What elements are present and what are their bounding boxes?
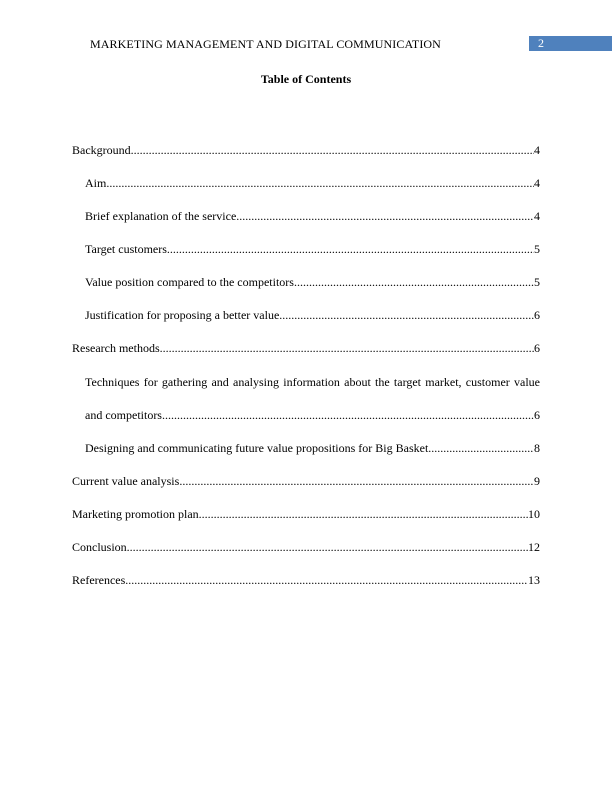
toc-entry-justification[interactable]	[72, 306, 540, 339]
dot-leader	[199, 506, 528, 522]
toc-entry-title: Value position compared to the competitors	[85, 275, 294, 289]
dot-leader	[179, 473, 534, 489]
toc-entry-value-position[interactable]	[72, 273, 540, 306]
dot-leader	[279, 307, 534, 323]
toc-entry-designing[interactable]	[72, 439, 540, 472]
dot-leader	[160, 340, 534, 356]
dot-leader	[236, 208, 534, 224]
dot-leader	[162, 407, 534, 423]
toc-entry-title: Current value analysis	[72, 474, 180, 488]
page-number-box	[529, 36, 612, 51]
toc-entry-page: 5	[534, 242, 540, 256]
toc-entry-page: 4	[534, 143, 540, 157]
toc-entry-aim[interactable]	[72, 174, 540, 207]
dot-leader	[127, 539, 528, 555]
toc-entry-page: 4	[534, 209, 540, 223]
toc-entry-page: 8	[534, 441, 540, 455]
toc-entry-title: Research methods	[72, 341, 160, 355]
toc-entry-title: Target customers	[85, 242, 167, 256]
toc-entry-title: Brief explanation of the service	[85, 209, 237, 223]
toc-title: Table of Contents	[260, 72, 352, 86]
toc-entry-techniques[interactable]	[72, 372, 540, 439]
dot-leader	[125, 572, 528, 588]
toc-entry-conclusion[interactable]	[72, 538, 540, 571]
toc-entry-target-customers[interactable]	[72, 240, 540, 273]
toc-entry-page: 9	[534, 474, 540, 488]
toc-entry-page: 6	[534, 308, 540, 322]
dot-leader	[167, 241, 534, 257]
toc-entry-research-methods[interactable]	[72, 339, 540, 372]
toc-entry-title: Marketing promotion plan	[72, 507, 199, 521]
toc-entry-title: Background	[72, 143, 131, 157]
toc-entry-title: References	[72, 573, 126, 587]
toc-entry-title: Aim	[85, 176, 107, 190]
toc-entry-title: Conclusion	[72, 540, 127, 554]
toc-entry-line2	[85, 406, 540, 439]
dot-leader	[106, 175, 534, 191]
toc-entry-marketing-promotion-plan[interactable]	[72, 505, 540, 538]
toc-entry-page: 6	[534, 341, 540, 355]
running-head: MARKETING MANAGEMENT AND DIGITAL COMMUNICATION	[90, 37, 441, 51]
dot-leader	[131, 142, 534, 158]
dot-leader	[294, 274, 534, 290]
toc-entry-title: Justification for proposing a better value	[85, 308, 280, 322]
page-number: 2	[538, 36, 544, 50]
dot-leader	[428, 440, 534, 456]
toc-entry-page: 6	[534, 408, 540, 422]
toc-entry-background[interactable]	[72, 141, 540, 174]
toc-entry-page: 13	[528, 573, 540, 587]
toc-entry-page: 4	[534, 176, 540, 190]
page-header	[0, 36, 612, 52]
toc-entry-brief-explanation[interactable]	[72, 207, 540, 240]
toc-entry-title-line1: Techniques for gathering and analysing information about the target market, customer value	[85, 375, 540, 389]
toc-entry-title-line2: and competitors	[85, 408, 162, 422]
toc-entry-title: Designing and communicating future value propositions for Big Basket	[85, 441, 429, 455]
toc-entry-page: 10	[528, 507, 540, 521]
toc-entry-page: 5	[534, 275, 540, 289]
toc-entry-current-value-analysis[interactable]	[72, 472, 540, 505]
toc-entry-page: 12	[528, 540, 540, 554]
toc-entry-references[interactable]	[72, 571, 540, 604]
table-of-contents	[72, 141, 540, 604]
